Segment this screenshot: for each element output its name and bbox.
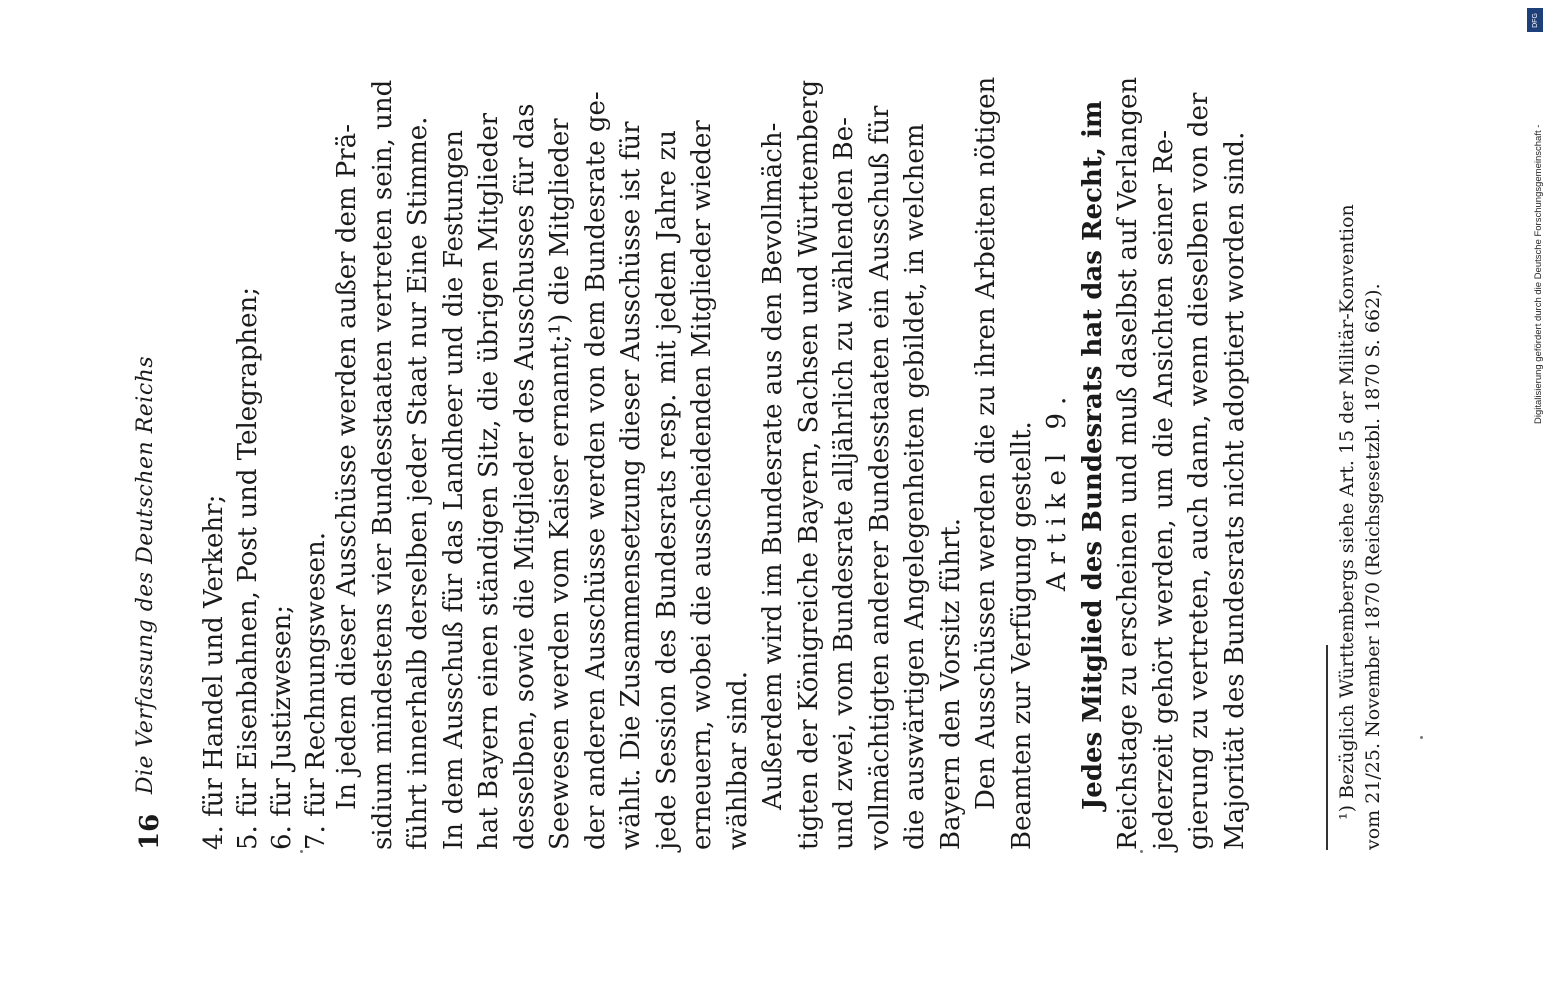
paragraph-foreign-affairs [756, 79, 969, 850]
list-item: 7. für Rechnungswesen. [301, 531, 331, 850]
paragraph-officials [969, 76, 1040, 850]
scan-speck [1140, 850, 1143, 853]
text-line: Jedes Mitglied des Bundesrats hat das Recht, im [1077, 100, 1108, 810]
text-line: die auswärtigen Angelegenheiten gebildet, in welchem [900, 123, 930, 850]
footnote-rule [1326, 645, 1328, 850]
page-number: 16 [135, 813, 165, 850]
text-line: und zwei, vom Bundesrate alljährlich zu wählenden Be- [829, 117, 859, 850]
committee-list [197, 130, 333, 850]
body-text [330, 76, 1253, 850]
text-line: gierung zu vertreten, auch dann, wenn dieselben von der [1184, 92, 1214, 850]
text-line: wählt. Die Zusammensetzung dieser Ausschüsse ist für [616, 121, 646, 850]
footnote-line: vom 21/25. November 1870 (Reichsgesetzbl. 1870 S. 662). [1362, 283, 1384, 850]
digitization-note [1533, 40, 1544, 424]
text-line: vollmächtigten anderer Bundesstaaten ein Ausschuß für [864, 105, 895, 850]
text-line: hat Bayern einen ständigen Sitz, die übrigen Mitglieder [474, 112, 504, 850]
paragraph-committees [330, 79, 756, 850]
text-line: Den Ausschüssen werden die zu ihren Arbeiten nötigen [971, 76, 1001, 810]
list-item: 6. für Justizwesen; [267, 605, 297, 850]
text-line: Majorität des Bundesrats nicht adoptiert worden sind. [1219, 131, 1250, 850]
text-line: jede Session des Bundesrats resp. mit jedem Jahre zu [651, 130, 682, 850]
text-line: desselben, sowie die Mitglieder des Ausschusses für das [509, 103, 540, 850]
footnote [1334, 130, 1386, 850]
scan-speck [1420, 736, 1423, 739]
list-item: 4. für Handel und Verkehr; [199, 494, 229, 850]
text-line: sidium mindestens vier Bundesstaaten vertreten sein, und [367, 79, 398, 850]
text-line: Beamten zur Verfügung gestellt. [1006, 421, 1037, 850]
list-item: 5. für Eisenbahnen, Post und Telegraphen; [233, 286, 263, 850]
article-heading: Artikel 9. [1042, 388, 1072, 592]
running-head: Die Verfassung des Deutschen Reichs [133, 355, 158, 795]
text-line: jederzeit gehört werden, um die Ansichten seiner Re- [1148, 130, 1179, 850]
dfg-logo [1527, 8, 1543, 32]
text-line: wählbar sind. [722, 671, 753, 850]
footnote-line: ¹) Bezüglich Württembergs siehe Art. 15 der Militär-Konvention [1336, 204, 1358, 820]
text-line: der anderen Ausschüsse werden von dem Bundesrate ge- [580, 91, 611, 850]
scan-speck [300, 850, 303, 853]
text-line: In dem Ausschuß für das Landheer und die Festungen [438, 130, 469, 850]
dfg-logo-text: DFG [1531, 12, 1539, 28]
text-line: Reichstage zu erscheinen und muß daselbst auf Verlangen [1113, 76, 1143, 850]
text-line: Bayern den Vorsitz führt. [935, 518, 966, 850]
text-line: In jedem dieser Ausschüsse werden außer dem Prä- [332, 123, 362, 810]
text-line: Außerdem wird im Bundesrate aus den Bevollmäch- [758, 122, 788, 810]
text-line: tigten der Königreiche Bayern, Sachsen und Württemberg [793, 79, 824, 850]
paragraph-article-9 [1076, 76, 1254, 850]
digitization-note-text: Digitalisierung gefördert durch die Deutsche Forschungsgemeinschaft - [1533, 124, 1544, 424]
text-line: Seewesen werden vom Kaiser ernannt;¹) die Mitglieder [545, 118, 575, 850]
text-line: erneuern, wobei die ausscheidenden Mitglieder wieder [687, 120, 717, 850]
text-line: führt innerhalb derselben jeder Staat nur Eine Stimme. [403, 116, 433, 850]
